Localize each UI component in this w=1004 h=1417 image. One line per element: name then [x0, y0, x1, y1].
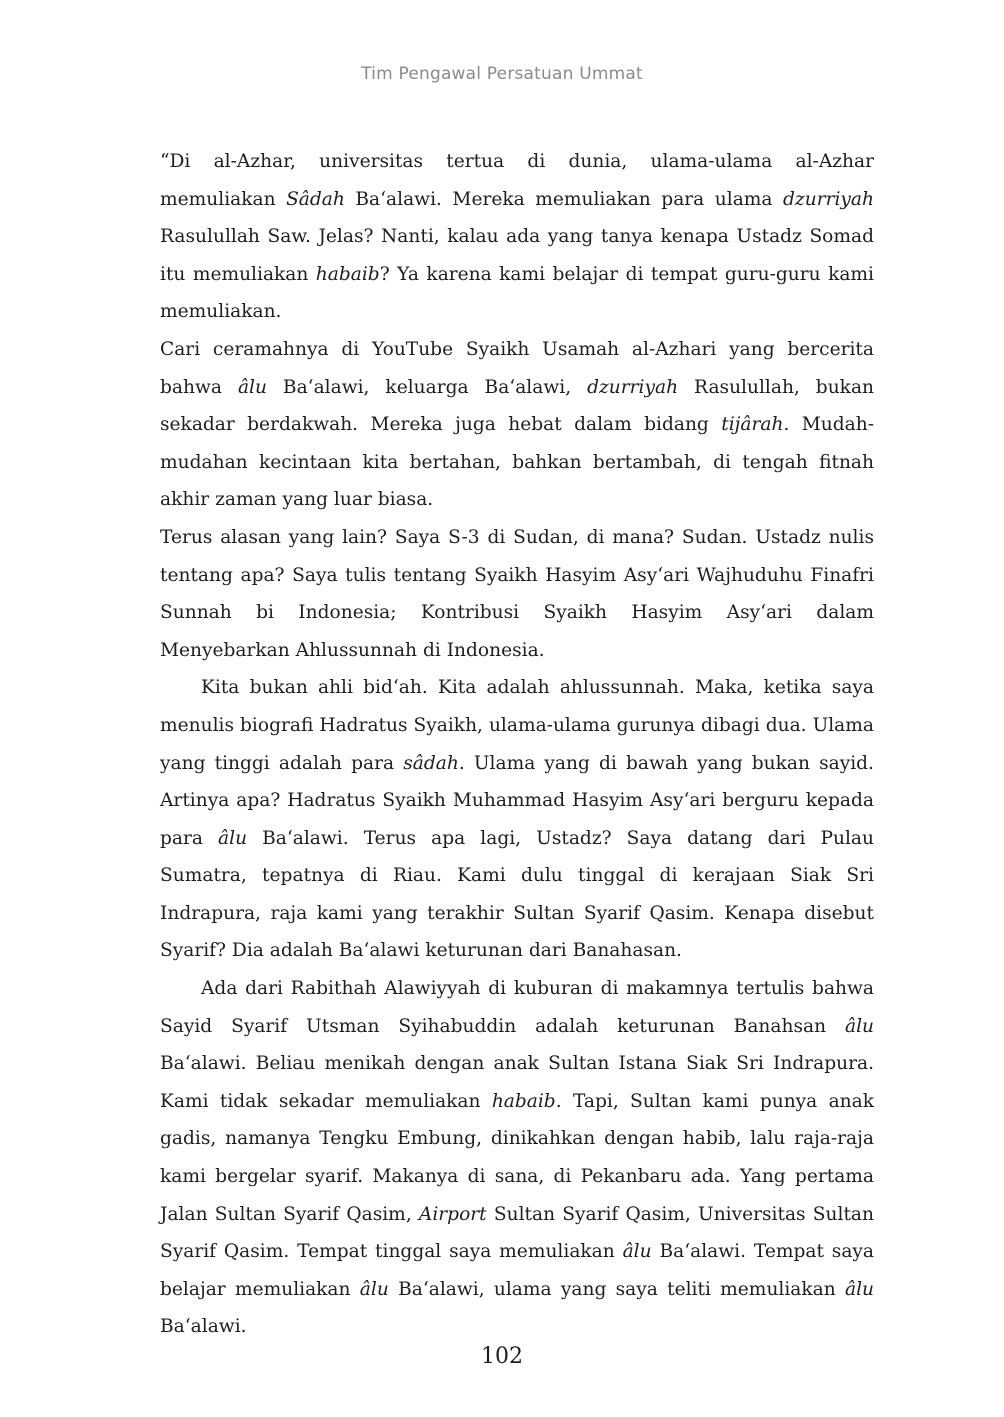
italic-term: habaib — [491, 1090, 556, 1112]
body-text — [160, 143, 874, 1346]
italic-term: dzurriyah — [783, 188, 874, 210]
italic-term: âlu — [359, 1278, 389, 1300]
text-run: Kita bukan ahli bid‘ah. Kita adalah ahlussunnah. Maka, ketika saya menulis biografi Hadratus Syaikh, ulama-ulama gurunya dibagi dua. Ulama yang tinggi adalah para — [160, 677, 874, 774]
text-run: Rasulullah, bukan sekadar berdakwah. Mereka juga hebat dalam bidang — [160, 376, 875, 436]
italic-term: habaib — [315, 263, 380, 285]
text-run: Ada dari Rabithah Alawiyyah di kuburan di makamnya tertulis bahwa Sayid Syarif Utsman Syihabuddin adalah keturunan Banahsan — [160, 978, 874, 1037]
paragraph — [160, 331, 874, 519]
text-run: ? Ya karena kami belajar di tempat guru-guru kami memuliakan. — [160, 263, 874, 323]
text-run: Ba‘alawi, keluarga Ba‘alawi, — [266, 376, 588, 398]
italic-term: dzurriyah — [587, 376, 679, 398]
italic-term: âlu — [237, 376, 267, 398]
text-run: Ba‘alawi, ulama yang saya teliti memuliakan — [388, 1278, 845, 1300]
italic-term: tijârah — [721, 414, 784, 436]
paragraph — [160, 143, 874, 331]
text-run: . Ulama yang di bawah yang bukan sayid. Artinya apa? Hadratus Syaikh Muhammad Hasyim Asy‘ari berguru kepada para — [160, 752, 874, 849]
italic-term: Airport — [418, 1203, 487, 1225]
italic-term: Sâdah — [286, 188, 345, 210]
paragraph — [160, 970, 874, 1346]
italic-term: âlu — [845, 1278, 875, 1300]
text-run: Cari ceramahnya di YouTube Syaikh Usamah al-Azhari yang bercerita bahwa — [160, 338, 874, 398]
paragraph — [160, 519, 874, 669]
text-run: Ba‘alawi. Terus apa lagi, Ustadz? Saya datang dari Pulau Sumatra, tepatnya di Riau. Kami dulu tinggal di kerajaan Siak Sri Indrapura, raja kami yang terakhir Sultan Syarif Qasim. Kenapa disebut Syarif? Dia adalah Ba‘alawi keturunan dari Banahasan. — [160, 827, 874, 962]
text-run: Ba‘alawi. Mereka memuliakan para ulama — [344, 188, 784, 210]
text-run: . Tapi, Sultan kami punya anak gadis, namanya Tengku Embung, dinikahkan dengan habib, lalu raja-raja kami bergelar syarif. Makanya di sana, di Pekanbaru ada. Yang pertama Jalan Sultan Syarif Qasim, — [160, 1090, 874, 1225]
text-run: Ba‘alawi. — [160, 1316, 247, 1338]
italic-term: âlu — [844, 1015, 874, 1037]
text-run: Terus alasan yang lain? Saya S-3 di Sudan, di mana? Sudan. Ustadz nulis tentang apa? Saya tulis tentang Syaikh Hasyim Asy‘ari Wajhuduhu Finafri Sunnah bi Indonesia; Kontribusi Syaikh Hasyim Asy‘ari dalam Menyebarkan Ahlussunnah di Indonesia. — [160, 526, 874, 661]
running-header: Tim Pengawal Persatuan Ummat — [361, 64, 643, 84]
italic-term: âlu — [218, 827, 248, 849]
text-run: . Mudah-mudahan kecintaan kita bertahan, bahkan bertambah, di tengah fitnah akhir zaman yang luar biasa. — [160, 414, 874, 511]
text-run: Rasulullah Saw. Jelas? Nanti, kalau ada yang tanya kenapa Ustadz Somad itu memuliakan — [160, 226, 874, 285]
paragraph — [160, 669, 874, 970]
page-number: 102 — [481, 1344, 523, 1369]
italic-term: sâdah — [403, 752, 459, 774]
text-run: Ba‘alawi. Beliau menikah dengan anak Sultan Istana Siak Sri Indrapura. Kami tidak sekadar memuliakan — [160, 1053, 874, 1112]
text-run: Ba‘alawi. Tempat saya belajar memuliakan — [160, 1241, 874, 1300]
text-run: “Di al-Azhar, universitas tertua di dunia, ulama-ulama al-Azhar memuliakan — [160, 151, 874, 210]
text-run: Sultan Syarif Qasim, Universitas Sultan Syarif Qasim. Tempat tinggal saya memuliakan — [160, 1203, 874, 1263]
italic-term: âlu — [622, 1241, 652, 1263]
